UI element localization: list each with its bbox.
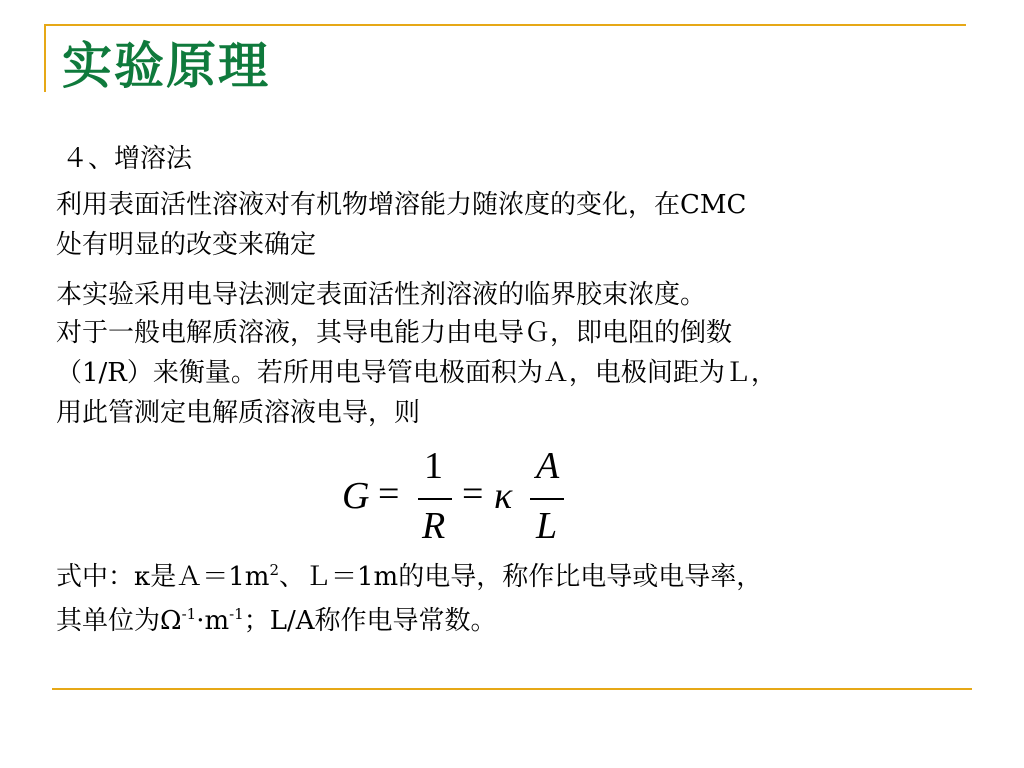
- body-line: 用此管测定电解质溶液电导，则: [56, 398, 421, 428]
- body-line: 处有明显的改变来确定: [56, 230, 317, 260]
- body-line: 对于一般电解质溶液，其导电能力由电导Ｇ，即电阻的倒数: [56, 318, 733, 348]
- formula-denominator: R: [422, 505, 446, 547]
- formula-numerator: 1: [424, 445, 443, 487]
- formula-equals: =: [462, 473, 484, 515]
- formula-numerator: A: [536, 445, 560, 487]
- formula-denominator: L: [536, 505, 558, 547]
- top-divider: [46, 24, 966, 26]
- note-text: ·m: [196, 606, 230, 636]
- unit-explanation-line: [56, 604, 497, 638]
- superscript: 2: [269, 561, 279, 579]
- title-accent-bar: [44, 24, 46, 92]
- note-text: 其单位为Ω: [56, 606, 182, 636]
- fraction-bar: [530, 498, 564, 500]
- formula-kappa: κ: [494, 475, 513, 517]
- note-text: ；L/A称作电导常数。: [243, 606, 497, 636]
- slide-title: 实验原理: [62, 36, 270, 95]
- body-line: （1/R）来衡量。若所用电导管电极面积为Ａ，电极间距为Ｌ，: [56, 358, 777, 388]
- body-line: 本实验采用电导法测定表面活性剂溶液的临界胶束浓度。: [56, 280, 707, 310]
- superscript: -1: [181, 605, 197, 623]
- bottom-divider: [52, 688, 972, 690]
- note-text: 式中：κ是Ａ＝1m: [56, 562, 270, 592]
- conductance-formula: [338, 445, 578, 550]
- formula-explanation-line: [56, 560, 762, 594]
- section-heading: ４、增溶法: [62, 144, 193, 174]
- formula-equals: =: [378, 473, 400, 515]
- body-line: 利用表面活性溶液对有机物增溶能力随浓度的变化，在CMC: [56, 190, 747, 220]
- note-text: 、Ｌ＝1m的电导，称作比电导或电导率，: [279, 562, 763, 592]
- formula-lhs: G: [342, 475, 370, 517]
- superscript: -1: [229, 605, 244, 623]
- fraction-bar: [418, 498, 452, 500]
